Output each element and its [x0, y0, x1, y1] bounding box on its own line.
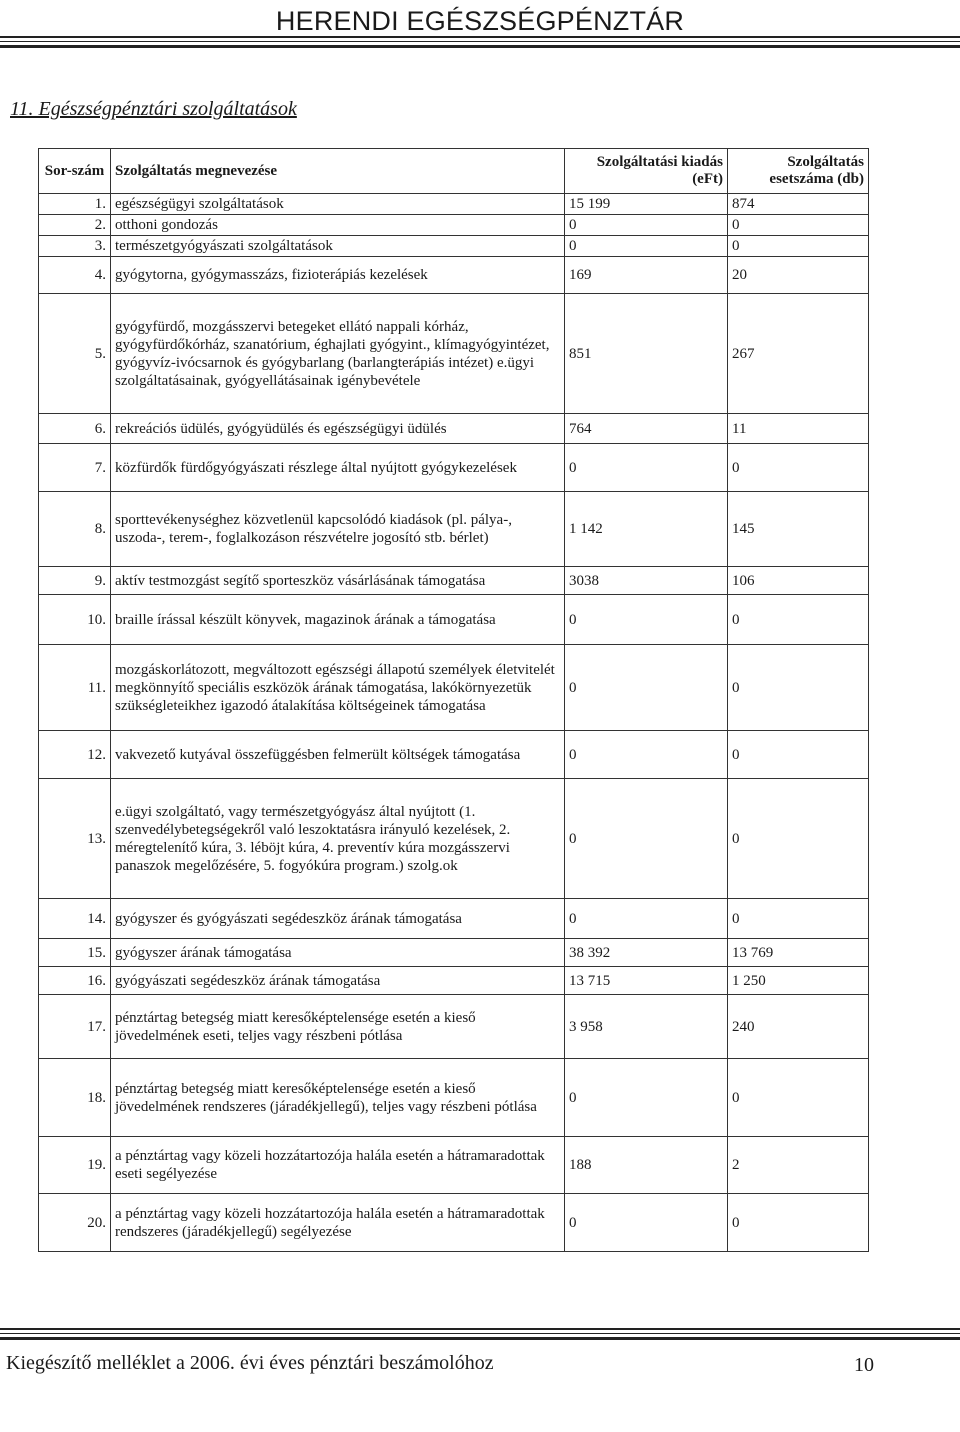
page-number: 10	[854, 1354, 874, 1376]
expense-value: 0	[565, 731, 728, 779]
table-header-row	[39, 149, 869, 194]
case-count-value: 0	[728, 899, 869, 939]
row-number: 17.	[39, 995, 111, 1059]
service-name: közfürdők fürdőgyógyászati részlege által nyújtott gyógykezelések	[111, 444, 565, 492]
service-name: gyógyszer árának támogatása	[111, 939, 565, 967]
case-count-value: 145	[728, 492, 869, 567]
row-number: 11.	[39, 645, 111, 731]
row-number: 8.	[39, 492, 111, 567]
service-name: természetgyógyászati szolgáltatások	[111, 236, 565, 257]
row-number: 19.	[39, 1137, 111, 1194]
table-row	[39, 1194, 869, 1252]
section-title: 11. Egészségpénztári szolgáltatások	[10, 98, 297, 120]
row-number: 15.	[39, 939, 111, 967]
document-header-title: HERENDI EGÉSZSÉGPÉNZTÁR	[275, 6, 685, 36]
case-count-value: 0	[728, 1194, 869, 1252]
expense-value: 3038	[565, 567, 728, 595]
case-count-value: 0	[728, 779, 869, 899]
case-count-value: 11	[728, 414, 869, 444]
service-name: otthoni gondozás	[111, 215, 565, 236]
expense-value: 169	[565, 257, 728, 294]
case-count-value: 2	[728, 1137, 869, 1194]
table-row	[39, 257, 869, 294]
case-count-value: 13 769	[728, 939, 869, 967]
expense-value: 0	[565, 444, 728, 492]
footer-text: Kiegészítő melléklet a 2006. évi éves pénztári beszámolóhoz	[6, 1352, 494, 1374]
case-count-value: 0	[728, 595, 869, 645]
expense-value: 0	[565, 595, 728, 645]
case-count-value: 240	[728, 995, 869, 1059]
row-number: 18.	[39, 1059, 111, 1137]
expense-value: 0	[565, 1059, 728, 1137]
services-table	[38, 148, 869, 1252]
expense-value: 851	[565, 294, 728, 414]
table-row	[39, 236, 869, 257]
expense-value: 188	[565, 1137, 728, 1194]
expense-value: 38 392	[565, 939, 728, 967]
row-number: 7.	[39, 444, 111, 492]
row-number: 10.	[39, 595, 111, 645]
service-name: e.ügyi szolgáltató, vagy természetgyógyász által nyújtott (1. szenvedélybetegségekről való leszoktatásra irányuló kezelések, 2. méregtelenítő kúra, 3. léböjt kúra, 4. preventív kúra mozgásszervi panaszok megelőzésére, 5. fogyókúra program.) szolg.ok	[111, 779, 565, 899]
table-row	[39, 645, 869, 731]
service-name: pénztártag betegség miatt keresőképtelensége esetén a kieső jövedelmének rendszeres (járadékjellegű), teljes vagy részbeni pótlása	[111, 1059, 565, 1137]
table-row	[39, 1137, 869, 1194]
expense-value: 764	[565, 414, 728, 444]
case-count-value: 0	[728, 645, 869, 731]
case-count-value: 0	[728, 1059, 869, 1137]
service-name: aktív testmozgást segítő sporteszköz vásárlásának támogatása	[111, 567, 565, 595]
row-number: 5.	[39, 294, 111, 414]
service-name: rekreációs üdülés, gyógyüdülés és egészségügyi üdülés	[111, 414, 565, 444]
expense-value: 0	[565, 645, 728, 731]
row-number: 9.	[39, 567, 111, 595]
case-count-value: 0	[728, 444, 869, 492]
table-row	[39, 995, 869, 1059]
case-count-value: 106	[728, 567, 869, 595]
service-name: gyógytorna, gyógymasszázs, fizioterápiás kezelések	[111, 257, 565, 294]
header-rule	[0, 36, 960, 51]
row-number: 3.	[39, 236, 111, 257]
row-number: 14.	[39, 899, 111, 939]
service-name: pénztártag betegség miatt keresőképtelensége esetén a kieső jövedelmének eseti, teljes vagy részbeni pótlása	[111, 995, 565, 1059]
header-expense: Szolgáltatási kiadás (eFt)	[565, 149, 728, 194]
table-row	[39, 731, 869, 779]
footer-rule	[0, 1328, 960, 1343]
service-name: braille írással készült könyvek, magazinok árának a támogatása	[111, 595, 565, 645]
expense-value: 0	[565, 899, 728, 939]
row-number: 4.	[39, 257, 111, 294]
case-count-value: 0	[728, 236, 869, 257]
row-number: 20.	[39, 1194, 111, 1252]
table-row	[39, 899, 869, 939]
case-count-value: 0	[728, 215, 869, 236]
row-number: 12.	[39, 731, 111, 779]
service-name: gyógyfürdő, mozgásszervi betegeket ellátó nappali kórház, gyógyfürdőkórház, szanatórium, éghajlati gyógyint., klímagyógyintézet, gyógyvíz-ivócsarnok és gyógybarlang (barlangterápiás intézet) e.ügyi szolgáltatásainak, gyógyellátásainak igénybevétele	[111, 294, 565, 414]
table-row	[39, 294, 869, 414]
expense-value: 3 958	[565, 995, 728, 1059]
expense-value: 0	[565, 236, 728, 257]
table-row	[39, 939, 869, 967]
service-name: gyógyászati segédeszköz árának támogatása	[111, 967, 565, 995]
table-row	[39, 492, 869, 567]
row-number: 13.	[39, 779, 111, 899]
table-row	[39, 595, 869, 645]
expense-value: 0	[565, 779, 728, 899]
table-row	[39, 444, 869, 492]
expense-value: 1 142	[565, 492, 728, 567]
service-name: vakvezető kutyával összefüggésben felmerült költségek támogatása	[111, 731, 565, 779]
expense-value: 13 715	[565, 967, 728, 995]
row-number: 2.	[39, 215, 111, 236]
case-count-value: 1 250	[728, 967, 869, 995]
service-name: mozgáskorlátozott, megváltozott egészségi állapotú személyek életvitelét megkönnyítő speciális eszközök árának támogatása, lakókörnyezetük szükségleteikhez igazodó átalakítása költségeinek támogatása	[111, 645, 565, 731]
case-count-value: 20	[728, 257, 869, 294]
table-row	[39, 194, 869, 215]
table-row	[39, 215, 869, 236]
service-name: a pénztártag vagy közeli hozzátartozója halála esetén a hátramaradottak eseti segélyezése	[111, 1137, 565, 1194]
expense-value: 0	[565, 215, 728, 236]
table-row	[39, 967, 869, 995]
table-row	[39, 414, 869, 444]
table-row	[39, 779, 869, 899]
header-service-name: Szolgáltatás megnevezése	[111, 149, 565, 194]
expense-value: 0	[565, 1194, 728, 1252]
case-count-value: 267	[728, 294, 869, 414]
row-number: 16.	[39, 967, 111, 995]
row-number: 6.	[39, 414, 111, 444]
expense-value: 15 199	[565, 194, 728, 215]
case-count-value: 874	[728, 194, 869, 215]
header-case-count: Szolgáltatás esetszáma (db)	[728, 149, 869, 194]
header-row-number: Sor-szám	[39, 149, 111, 194]
table-row	[39, 567, 869, 595]
service-name: a pénztártag vagy közeli hozzátartozója halála esetén a hátramaradottak rendszeres (járadékjellegű) segélyezése	[111, 1194, 565, 1252]
case-count-value: 0	[728, 731, 869, 779]
service-name: gyógyszer és gyógyászati segédeszköz árának támogatása	[111, 899, 565, 939]
row-number: 1.	[39, 194, 111, 215]
service-name: egészségügyi szolgáltatások	[111, 194, 565, 215]
service-name: sporttevékenységhez közvetlenül kapcsolódó kiadások (pl. pálya-, uszoda-, terem-, foglalkozáson részvételre jogosító stb. bérlet)	[111, 492, 565, 567]
table-row	[39, 1059, 869, 1137]
